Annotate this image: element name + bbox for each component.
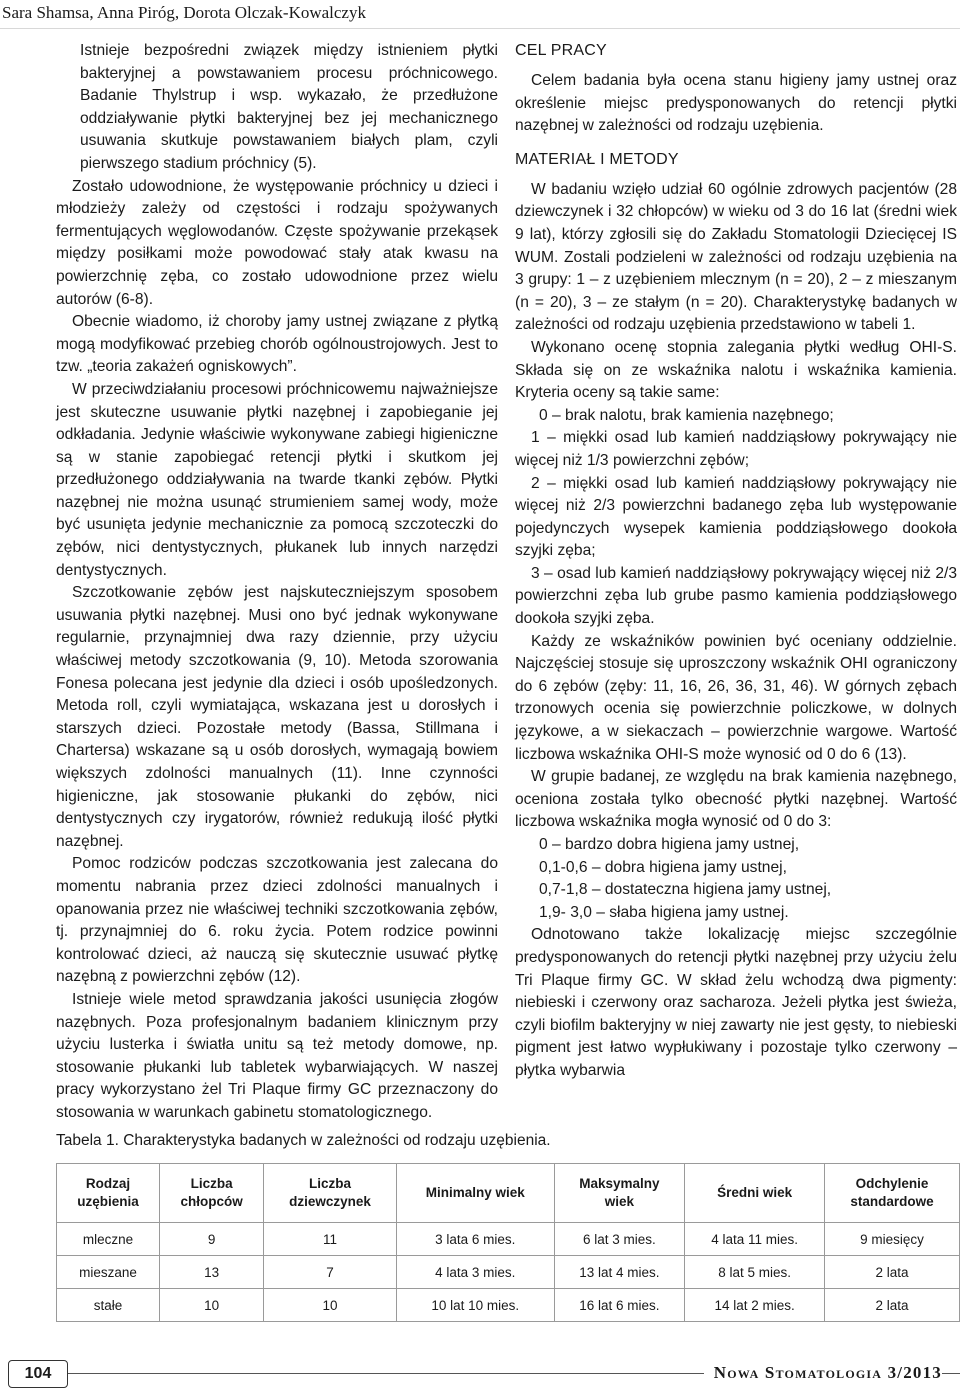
table-cell: 10 (264, 1289, 397, 1322)
table-header-cell (554, 1164, 684, 1223)
body-paragraph: Istnieje bezpośredni związek między istnieniem płytki bakteryjnej a powstawaniem procesu próchnicowego. Badanie Thylstrup i wsp. wykazało, że przedłużone oddziaływanie płytki bakteryjnej bez jej mechanicznego usuwania skutkuje powstawaniem białych plam, czyli pierwszego stadium próchnicy (5). (80, 42, 498, 172)
hygiene-item: 0,1-0,6 – dobra higiena jamy ustnej, (539, 858, 787, 876)
scale-item: 3 – osad lub kamień naddziąsłowy pokrywający więcej niż 2/3 powierzchni zęba lub grube pasmo kamienia poddziąsłowego dookoła szyjki zęba. (515, 564, 957, 628)
right-column (515, 40, 957, 1083)
table-cell: 2 lata (825, 1289, 960, 1322)
header-line: chłopców (180, 1194, 243, 1209)
table-header-cell (264, 1164, 397, 1223)
header-line: wiek (604, 1194, 635, 1209)
table-cell: 7 (264, 1256, 397, 1289)
table-cell: 11 (264, 1223, 397, 1256)
table-cell: 13 lat 4 mies. (554, 1256, 684, 1289)
header-authors: Sara Shamsa, Anna Piróg, Dorota Olczak-Kowalczyk (2, 3, 366, 22)
table-header-cell (396, 1164, 554, 1223)
body-paragraph: Pomoc rodziców podczas szczotkowania jest zalecana do momentu nabrania przez dzieci zdolności manualnych i opanowania przez nie właściwej techniki szczotkowania zębów, tj. przynajmniej do 6. roku życia. Potem rodzice powinni kontrolować dzieci, aż nauczą się skutecznie usuwać płytkę nazębną z powierzchni zębów (12). (56, 855, 498, 986)
table-cell: 4 lata 11 mies. (685, 1223, 825, 1256)
scale-item: 1 – miękki osad lub kamień naddziąsłowy pokrywający nie więcej niż 1/3 powierzchni zębów; (515, 429, 957, 469)
table-cell: 9 (160, 1223, 264, 1256)
header-line: dziewczynek (289, 1194, 371, 1209)
scale-item: 2 – miękki osad lub kamień naddziąsłowy pokrywający nie więcej niż 2/3 powierzchni badanego zęba lub występowanie pojedynczych wysepek kamienia poddziąsłowego dookoła szyjki zęba; (515, 474, 957, 560)
body-paragraph: Istnieje wiele metod sprawdzania jakości usunięcia złogów nazębnych. Poza profesjonalnym badaniem klinicznym przy użyciu lusterka i światła unitu są też metody domowe, np. stosowanie płukanki lub tabletek wybarwiających. W naszej pracy wykorzystano żel Tri Plaque firmy GC przeznaczony do stosowania w warunkach gabinetu stomatologicznego. (56, 990, 498, 1121)
methods-paragraph: Wykonano ocenę stopnia zalegania płytki według OHI-S. Składa się on ze wskaźnika nalotu i wskaźnika kamienia. Kryteria oceny są takie same: (515, 338, 957, 402)
table-header-row (57, 1164, 960, 1223)
header-line: Średni wiek (717, 1185, 793, 1200)
methods-paragraph: W badaniu wzięło udział 60 ogólnie zdrowych pacjentów (28 dziewczynek i 32 chłopców) w wieku od 3 do 16 lat (średni wiek 9 lat), którzy zgłosili się do Zakładu Stomatologii Dziecięcej IS WUM. Zostali podzieleni w zależności od rodzaju uzębienia na 3 grupy: 1 – z uzębieniem mlecznym (n = 20), 2 – z mieszanym (n = 20), 3 – ze stałym (n = 20). Charakterystykę badanych w zależności od rodzaju uzębienia przedstawiono w tabeli 1. (515, 180, 957, 334)
table-header-cell (57, 1164, 160, 1223)
table-caption: Tabela 1. Charakterystyka badanych w zależności od rodzaju uzębienia. (56, 1132, 551, 1149)
table-header-cell (160, 1164, 264, 1223)
body-paragraph: W przeciwdziałaniu procesowi próchnicowemu najważniejsze jest skuteczne usuwanie płytki nazębnej i zapobieganie jej odkładania. Jedynie właściwie wykonywane zabiegi higieniczne są w stanie zapobiegać retencji płytki i skutkom jej przedłużonego oddziaływania na twarde tkanki zębów. Płytki nazębnej nie można usunąć strumieniem samej wody, może być usunięta jedynie mechanicznie za pomocą szczoteczki do zębów, nici dentystycznych, płukanek lub innych narzędzi dentystycznych. (56, 380, 498, 579)
header-line: Maksymalny (579, 1176, 660, 1191)
hygiene-item: 0,7-1,8 – dostateczna higiena jamy ustnej, (539, 881, 832, 899)
table-row (57, 1289, 960, 1322)
methods-paragraph: W grupie badanej, ze względu na brak kamienia nazębnego, oceniona została tylko obecność płytki nazębnej. Wartość liczbowa wskaźnika mogła wynosić od 0 do 3: (515, 768, 957, 831)
table-cell: mieszane (57, 1256, 160, 1289)
hygiene-item: 0 – bardzo dobra higiena jamy ustnej, (539, 836, 800, 853)
table-cell: 6 lat 3 mies. (554, 1223, 684, 1256)
header-line: Liczba (308, 1176, 351, 1191)
header-line: Liczba (190, 1176, 233, 1191)
table-row (57, 1223, 960, 1256)
body-paragraph: Szczotkowanie zębów jest najskuteczniejszym sposobem usuwania płytki nazębnej. Musi ono być jednak wykonywane regularnie, przynajmniej dwa razy dziennie, przy użyciu właściwej metody szczotkowania (9, 10). Metoda szorowania Fonesa polecana jest jedynie dla dzieci i osób upośledzonych. Metoda roll, czyli wymiatająca, wskazana jest u dorosłych i starszych dzieci. Pozostałe metody (Bassa, Stillmana i Chartersa) wskazane są u osób dorosłych, wymagają bowiem większych zdolności manualnych (11). Inne czynności higieniczne, jak stosowanie płukanki do zębów, nici dentystycznych czy irygatorów, również redukują ilość płytki nazębnej. (56, 584, 498, 850)
table-cell: 3 lata 6 mies. (396, 1223, 554, 1256)
table-row (57, 1256, 960, 1289)
table-cell: stałe (57, 1289, 160, 1322)
left-column (56, 40, 498, 1125)
running-header (0, 0, 960, 29)
table-header-cell (825, 1164, 960, 1223)
scale-item: 0 – brak nalotu, brak kamienia nazębnego; (539, 406, 834, 424)
aim-paragraph: Celem badania była ocena stanu higieny jamy ustnej oraz określenie miejsc predysponowanych do retencji płytki nazębnej w zależności od rodzaju uzębienia. (515, 72, 957, 135)
header-line: uzębienia (77, 1194, 139, 1209)
table-cell: 8 lat 5 mies. (685, 1256, 825, 1289)
section-heading-aim: CEL PRACY (515, 42, 607, 59)
table-cell: 9 miesięcy (825, 1223, 960, 1256)
table-cell: 16 lat 6 mies. (554, 1289, 684, 1322)
table-header-cell (685, 1164, 825, 1223)
characteristics-table (56, 1163, 960, 1322)
section-heading-methods: MATERIAŁ I METODY (515, 150, 679, 168)
journal-name: Nowa Stomatologia 3/2013 (704, 1361, 942, 1385)
table-cell: 10 lat 10 mies. (396, 1289, 554, 1322)
table-cell: mleczne (57, 1223, 160, 1256)
table-cell: 2 lata (825, 1256, 960, 1289)
methods-paragraph: Każdy ze wskaźników powinien być oceniany oddzielnie. Najczęściej stosuje się uproszczony wskaźnik OHI ograniczony do 6 zębów (zęby: 11, 16, 26, 36, 31, 46). W górnych zębach trzonowych ocenia się powierzchnie policzkowe, w dolnych językowe, a w siekaczach – powierzchnie wargowe. Wartość liczbowa wskaźnika OHI-S może wynosić od 0 do 6 (13). (515, 632, 957, 763)
body-paragraph: Zostało udowodnione, że występowanie próchnicy u dzieci i młodzieży zależy od częstości i rodzaju spożywanych fermentujących węglowodanów. Częste spożywanie przekąsek między posiłkami może powodować stały atak kwasu na powierzchnię zęba, co zostało udowodnione przez wielu autorów (6-8). (56, 177, 498, 308)
table-cell: 14 lat 2 mies. (685, 1289, 825, 1322)
page-number: 104 (8, 1360, 68, 1388)
hygiene-item: 1,9- 3,0 – słaba higiena jamy ustnej. (539, 903, 789, 921)
header-line: standardowe (850, 1194, 934, 1209)
header-line: Rodzaj (85, 1176, 131, 1191)
table-cell: 10 (160, 1289, 264, 1322)
body-paragraph: Obecnie wiadomo, iż choroby jamy ustnej związane z płytką mogą modyfikować przebieg chorób ogólnoustrojowych. Jest to tzw. „teoria zakażeń ogniskowych”. (56, 313, 498, 376)
methods-paragraph: Odnotowano także lokalizację miejsc szczególnie predysponowanych do retencji płytki nazębnej przy użyciu żelu Tri Plaque firmy GC. W skład żelu wchodzą dwa pigmenty: niebieski i czerwony oraz sacharoza. Jeżeli płytka jest świeża, czyli biofilm bakteryjny w niej zawarty nie jest gęsty, to niebieski pigment jest łatwo wypłukiwany i pozostaje tylko czerwony – płytka wybarwia (515, 926, 957, 1079)
table-cell: 4 lata 3 mies. (396, 1256, 554, 1289)
header-line: Minimalny wiek (425, 1185, 525, 1200)
table-cell: 13 (160, 1256, 264, 1289)
header-line: Odchylenie (855, 1176, 929, 1191)
